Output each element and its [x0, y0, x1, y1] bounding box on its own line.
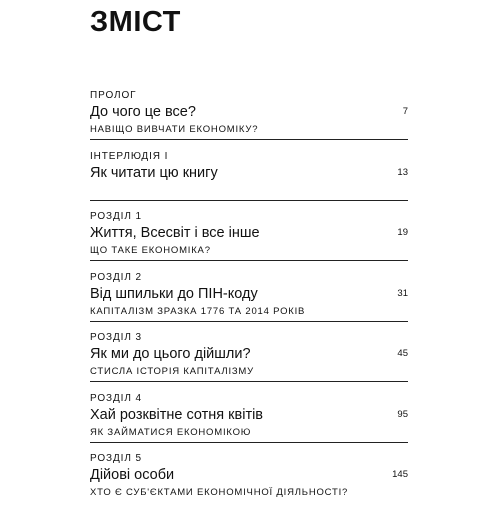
entry-divider [90, 381, 408, 382]
entry-page-number: 13 [397, 166, 408, 178]
entry-title: Дійові особи [90, 467, 175, 483]
entry-page-number: 31 [397, 287, 408, 299]
entry-subtitle: ЯК ЗАЙМАТИСЯ ЕКОНОМІКОЮ [90, 426, 252, 438]
entry-divider [90, 200, 408, 201]
entry-divider [90, 321, 408, 322]
entry-divider [90, 139, 408, 140]
entry-divider [90, 260, 408, 261]
entry-page-number: 145 [392, 469, 408, 480]
entry-label: РОЗДІЛ 2 [90, 271, 142, 283]
entry-subtitle: НАВІЩО ВИВЧАТИ ЕКОНОМІКУ? [90, 124, 259, 135]
entry-page-number: 45 [397, 348, 408, 359]
toc-entry-interlude-1[interactable] [90, 150, 408, 211]
entry-title: Як читати цю книгу [90, 164, 218, 181]
toc-entry-chapter-2[interactable] [90, 271, 408, 332]
entry-label: ІНТЕРЛЮДІЯ І [90, 150, 169, 162]
toc-entry-chapter-1[interactable] [90, 210, 408, 271]
entry-page-number: 7 [402, 106, 408, 117]
entry-subtitle: ХТО Є СУБ'ЄКТАМИ ЕКОНОМІЧНОЇ ДІЯЛЬНОСТІ? [90, 487, 349, 498]
entry-page-number: 19 [397, 227, 408, 238]
entry-label: РОЗДІЛ 1 [90, 211, 142, 222]
toc-entry-chapter-3[interactable] [90, 331, 408, 392]
entry-subtitle: СТИСЛА ІСТОРІЯ КАПІТАЛІЗМУ [90, 366, 254, 377]
entry-label: РОЗДІЛ 3 [90, 332, 142, 343]
toc-entry-chapter-5[interactable] [90, 452, 408, 513]
toc-entry-prologue[interactable] [90, 89, 408, 150]
page-title: ЗМІСТ [90, 6, 181, 38]
entry-title: Як ми до цього дійшли? [90, 346, 251, 362]
entry-subtitle: ЩО ТАКЕ ЕКОНОМІКА? [90, 245, 211, 256]
entry-subtitle: КАПІТАЛІЗМ ЗРАЗКА 1776 ТА 2014 РОКІВ [90, 305, 306, 317]
entry-label: РОЗДІЛ 5 [90, 453, 142, 464]
table-of-contents [90, 89, 408, 513]
entry-page-number: 95 [397, 408, 408, 420]
entry-divider [90, 442, 408, 443]
entry-label: РОЗДІЛ 4 [90, 392, 142, 404]
entry-label: ПРОЛОГ [90, 90, 137, 101]
entry-title: До чого це все? [90, 104, 196, 120]
toc-entry-chapter-4[interactable] [90, 392, 408, 453]
entry-title: Хай розквітне сотня квітів [90, 406, 264, 423]
entry-title: Від шпильки до ПІН-коду [90, 285, 258, 302]
entry-title: Життя, Всесвіт і все інше [90, 225, 260, 241]
